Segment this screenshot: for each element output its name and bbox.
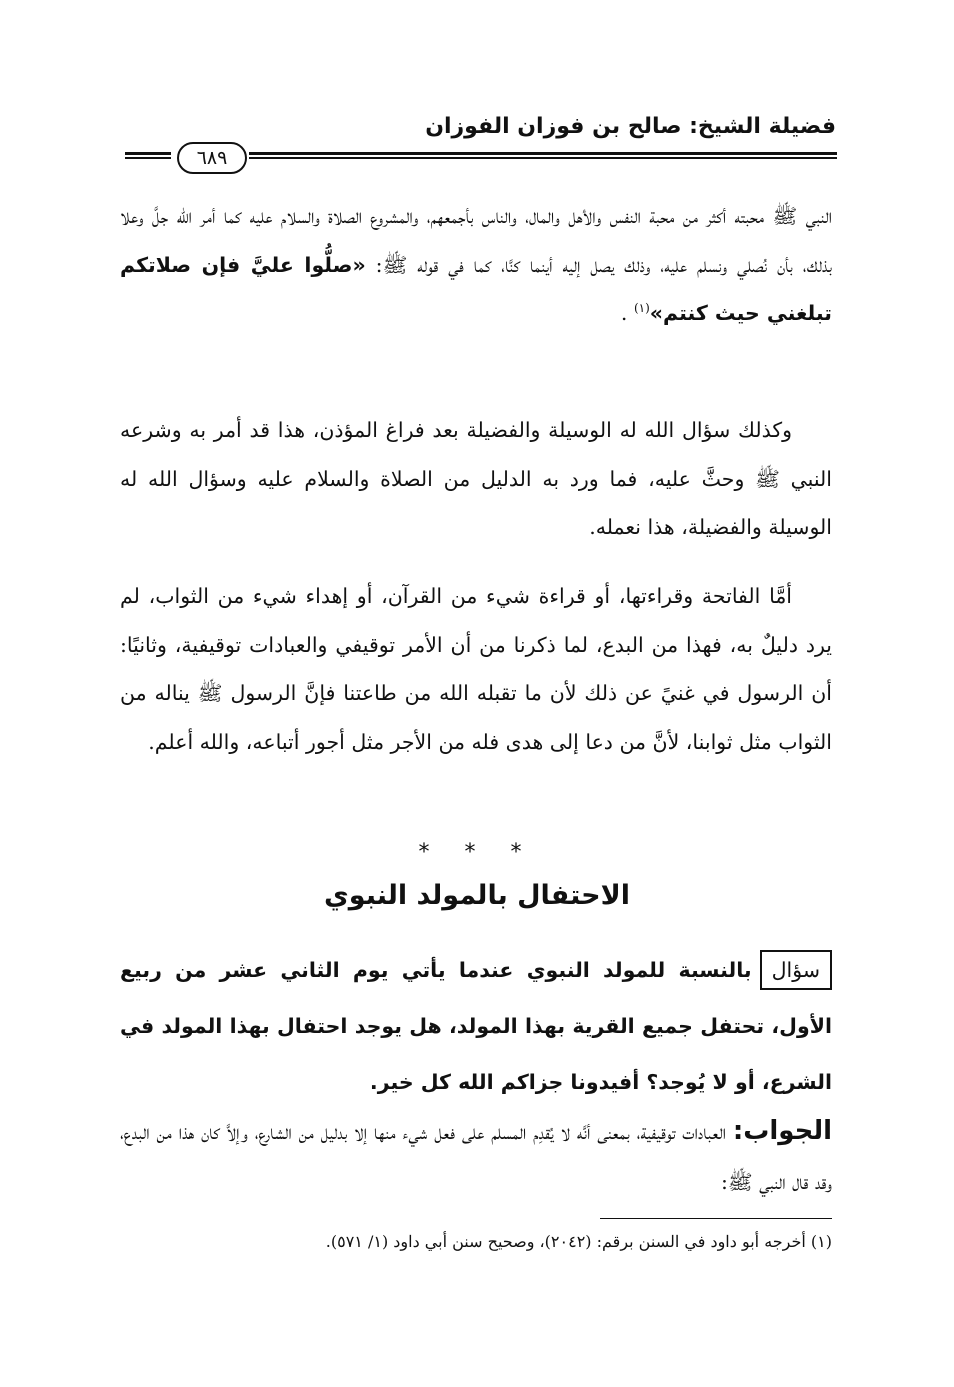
paragraph-3 — [120, 572, 832, 766]
answer-text: العبادات توقيفية، بمعنى أنَّه لا يُقدِم المسلم على فعل شيء منها إلا بدليل من الشارع، وإلاَّ كان هذا من البدع، وقد قال النبي ﷺ: — [120, 1120, 832, 1194]
section-separator: * * * — [418, 840, 536, 865]
footnote-rule — [600, 1218, 832, 1219]
header-rule-left-thick — [125, 152, 171, 155]
paragraph-2-text: وكذلك سؤال الله له الوسيلة والفضيلة بعد فراغ المؤذن، هذا قد أمر به وشرعه النبي ﷺ وحثَّ عليه، فما ورد به الدليل من الصلاة والسلام عليه وسؤال الله له الوسيلة والفضيلة، هذا نعمله. — [120, 418, 832, 539]
header-rule-left-thin — [125, 157, 171, 159]
question-label: سؤال — [760, 950, 832, 990]
paragraph-1-end: . — [620, 301, 634, 325]
paragraph-2 — [120, 406, 832, 552]
footnote-ref: (١) — [633, 301, 650, 316]
question-text: بالنسبة للمولد النبوي عندما يأتي يوم الثاني عشر من ربيع الأول، تحتفل جميع القرية بهذا المولد، هل يوجد احتفال بهذا المولد في الشرع، أو لا يُوجد؟ أفيدونا جزاكم الله كل خير. — [120, 958, 832, 1094]
answer-block — [120, 1106, 832, 1207]
paragraph-3-text: أمَّا الفاتحة وقراءتها، أو قراءة شيء من القرآن، أو إهداء شيء من الثواب، لم يرد دليلٌ به، فهذا من البدع، لما ذكرنا من أن الأمر توقيفي والعبادات توقيفية، وثانيًا: أن الرسول في غنيً عن ذلك لأن ما تقبله الله من طاعتنا فإنَّ الرسول ﷺ يناله من الثواب مثل ثوابنا، لأنَّ من دعا إلى هدى فله من الأجر مثل أجور أتباعه، والله أعلم. — [120, 584, 832, 754]
header-rule — [125, 146, 837, 168]
question-block — [120, 942, 832, 1110]
paragraph-1 — [120, 192, 832, 338]
footnote: (١) أخرجه أبو داود في السنن برقم: (٢٠٤٢)، وصحيح سنن أبي داود (١/ ٥٧١). — [325, 1232, 832, 1251]
answer-label: الجواب: — [732, 1116, 832, 1146]
header-rule-thin — [249, 157, 837, 159]
running-title: فضيلة الشيخ: صالح بن فوزان الفوزان — [425, 114, 836, 139]
section-title: الاحتفال بالمولد النبوي — [324, 880, 630, 911]
paragraph-1-text: النبي ﷺ محبته أكثر من محبة النفس والأهل والمال، والناس بأجمعهم، والمشروع الصلاة والسلام عليه كما أمر الله جلَّ وعلا بذلك، بأن نُصلي ونسلم عليه، وذلك يصل إليه أينما كنَّا، كما في قوله ﷺ: — [120, 204, 832, 277]
page-number: ٦٨٩ — [177, 142, 247, 174]
header-rule-thick — [249, 152, 837, 155]
hadith-quote: «صلُّوا عليَّ فإن صلاتكم تبلغني حيث كنتم» — [120, 252, 832, 325]
